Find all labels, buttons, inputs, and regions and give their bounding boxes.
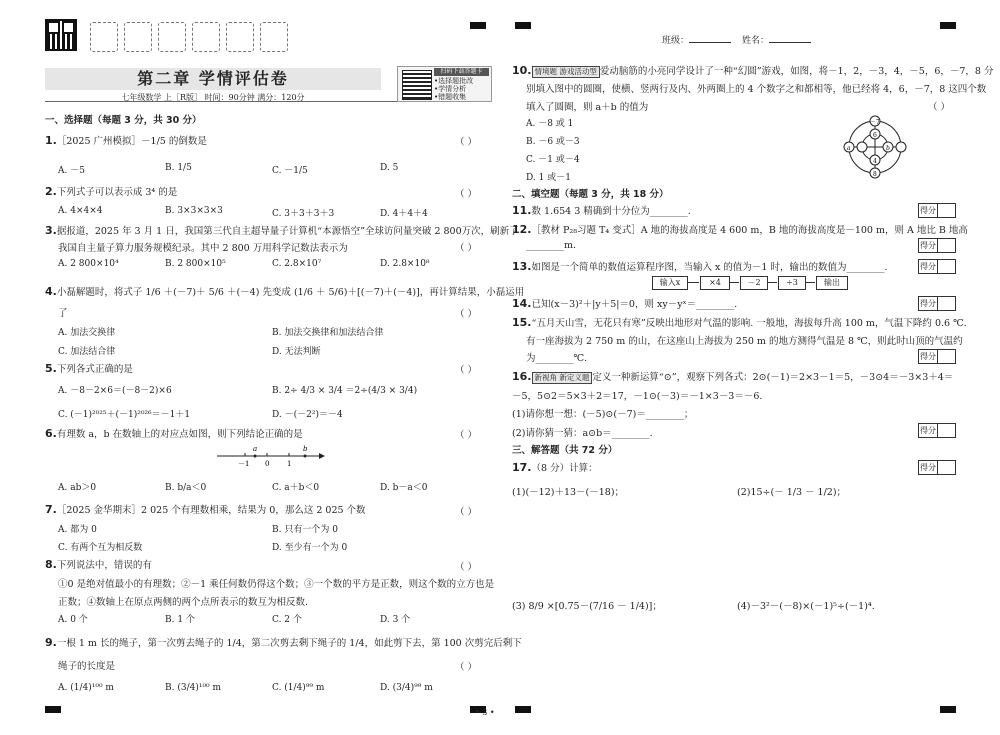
- question-8-statement: ①0 是绝对值最小的有理数；②－1 乘任何数仍得这个数；③一个数的平方是正数，则这个数的立方也是: [58, 579, 495, 590]
- question-9: 9.一根 1 m 长的绳子，第一次剪去绳子的 1/4，第二次剪去剩下绳子的 1/4，如此剪下去，第 100 次剪完后剩下: [45, 636, 522, 649]
- circle-label: a: [847, 145, 851, 152]
- number-line-diagram: [215, 442, 325, 468]
- option: C. 3＋3＋3＋3: [272, 209, 335, 219]
- score-box[interactable]: 得分: [918, 238, 956, 253]
- option: C. (1/4)⁹⁹ m: [272, 683, 325, 693]
- option: C. a＋b＜0: [272, 483, 320, 493]
- circle-label: b: [886, 145, 890, 152]
- calc-part-4: (4)－3²－(－8)×(－1)⁵÷(－1)⁴.: [737, 601, 875, 612]
- question-16-part2: (2)请你猜一猜：a⊙b＝________.: [512, 428, 653, 439]
- option: C. 2 个: [272, 615, 302, 625]
- circle-label: 4: [873, 158, 877, 165]
- option: B. －6 或－3: [526, 137, 580, 147]
- question-2: 2.下列式子可以表示成 3⁴ 的是: [45, 185, 178, 198]
- promo-item: •选择题批改: [434, 77, 474, 85]
- option: B. 2 800×10⁵: [165, 259, 226, 269]
- option: D. 5: [380, 163, 399, 173]
- option: D. 3 个: [380, 615, 411, 625]
- question-16: 16. 新视角 新定义题 定义一种新运算“⊙”，观察下列各式：2⊙(－1)＝2×3－1＝5，－3⊙4＝－3×3＋4＝: [512, 370, 954, 383]
- name-label: 姓名：: [742, 36, 770, 46]
- option: B. 只有一个为 0: [272, 525, 338, 535]
- answer-paren[interactable]: （ ）: [455, 243, 478, 254]
- qr-code-icon: [45, 19, 77, 51]
- question-14: 14.已知(x－3)²＋|y＋5|＝0，则 xy－yˣ＝________.: [512, 297, 738, 310]
- answer-box: [158, 22, 186, 52]
- answer-box: [192, 22, 220, 52]
- question-15-cont: 为________℃.: [526, 353, 588, 364]
- score-box[interactable]: 得分: [918, 296, 956, 311]
- option: B. 2÷ 4/3 × 3/4 ＝2÷(4/3 × 3/4): [272, 386, 418, 396]
- question-11: 11.数 1.654 3 精确到十分位为________.: [512, 204, 691, 217]
- question-8-statement: 正数；④数轴上在原点两侧的两个点所表示的数互为相反数.: [58, 597, 309, 608]
- score-box[interactable]: 得分: [918, 423, 956, 438]
- answer-paren[interactable]: （ ）: [455, 309, 478, 320]
- option: B. 加法交换律和加法结合律: [272, 328, 384, 338]
- flow-arrow: [687, 282, 699, 283]
- answer-paren[interactable]: （ ）: [455, 662, 478, 673]
- option: A. 都为 0: [58, 525, 97, 535]
- flow-step: ÷3: [778, 276, 806, 290]
- answer-paren[interactable]: （ ）: [455, 430, 478, 441]
- option: C. －1/5: [272, 166, 308, 176]
- class-field[interactable]: [662, 33, 731, 46]
- question-15: 15.“五月天山雪，无花只有寒”反映出地形对气温的影响. 一般地，海拔每升高 100 m，气温下降约 0.6 ℃.: [512, 316, 967, 329]
- page-number: • 3 •: [475, 708, 495, 717]
- question-16-cont: －5，5⊙2＝5×3＋2＝17，－1⊙(－3)＝－1×3－3＝－6.: [512, 391, 763, 402]
- question-4: 4.小磊解题时，将式子 1/6 ＋(－7)＋ 5/6 ＋(－4) 先变成 (1/6 ＋ 5/6)＋[(－7)＋(－4)]，再计算结果，小磊运用: [45, 285, 525, 298]
- option: A. 2 800×10⁴: [58, 259, 119, 269]
- option: D. 无法判断: [272, 347, 321, 357]
- section-heading: 二、填空题（每题 3 分，共 18 分）: [512, 189, 669, 200]
- answer-paren[interactable]: （ ）: [455, 189, 478, 200]
- question-10: 10. 情境题 游戏活动型 爱动脑筋的小亮同学设计了一种“幻圆”游戏，如图，将－1，2，－3，4，－5，6，－7，8 分: [512, 64, 994, 77]
- name-field[interactable]: [742, 33, 811, 46]
- question-tag: 情境题 游戏活动型: [532, 66, 600, 78]
- option: D. 1 或－1: [526, 173, 571, 183]
- circle-label: 6: [873, 132, 877, 139]
- download-promo[interactable]: [397, 66, 492, 102]
- point-b-label: b: [303, 445, 308, 453]
- tick-label: －1: [238, 460, 250, 468]
- option: D. 4＋4＋4: [380, 209, 428, 219]
- qr-code-icon: [402, 70, 432, 100]
- promo-item: •学情分析: [434, 85, 467, 93]
- flow-step: ×4: [700, 276, 730, 290]
- question-10-cont: 填入了圆圈，则 a＋b 的值为: [526, 102, 649, 113]
- circle-label: －7: [870, 119, 880, 126]
- answer-box: [124, 22, 152, 52]
- answer-paren[interactable]: （ ）: [455, 137, 478, 148]
- answer-paren[interactable]: （ ）: [928, 102, 951, 113]
- crop-mark: [470, 22, 486, 29]
- answer-paren[interactable]: （ ）: [455, 562, 478, 573]
- question-12: 12.［教材 P₂₈习题 T₄ 变式］A 地的海拔高度是 4 600 m，B 地的海拔高度是－100 m，则 A 地比 B 地高: [512, 223, 968, 236]
- option: D. b－a＜0: [380, 483, 428, 493]
- question-1: 1.［2025 广州模拟］－1/5 的倒数是: [45, 134, 207, 147]
- question-4-cont: 了: [58, 308, 68, 319]
- calc-part-2: (2)15÷(－ 1/3 － 1/2)；: [737, 487, 847, 498]
- exam-subtitle: 七年级数学 上［R版］ 时间：90分钟 满分：120分: [121, 93, 305, 102]
- option: B. 3×3×3×3: [165, 206, 223, 216]
- option: C. 有两个互为相反数: [58, 543, 143, 553]
- answer-paren[interactable]: （ ）: [455, 507, 478, 518]
- question-7: 7.［2025 金华期末］2 025 个有理数相乘，结果为 0，那么这 2 025 个数: [45, 503, 366, 516]
- page-title: 第二章 学情评估卷: [137, 69, 289, 88]
- option: A. (1/4)¹⁰⁰ m: [58, 683, 114, 693]
- option: C. 2.8×10⁷: [272, 259, 322, 269]
- option: D. 2.8×10⁸: [380, 259, 430, 269]
- calc-part-3: (3) 8/9 ×[0.75－(7/16 － 1/4)]；: [512, 601, 662, 612]
- option: A. －8 或 1: [526, 119, 574, 129]
- promo-item: •错题收集: [434, 93, 467, 101]
- score-box[interactable]: 得分: [918, 203, 956, 218]
- option: D. －(－2²)＝－4: [272, 410, 343, 420]
- tick-label: 0: [265, 460, 270, 468]
- class-label: 班级：: [662, 36, 690, 46]
- question-13: 13.如图是一个简单的数值运算程序图，当输入 x 的值为－1 时，输出的数值为________.: [512, 260, 888, 273]
- promo-title: 扫码下载答题卡: [434, 68, 489, 76]
- answer-paren[interactable]: （ ）: [455, 365, 478, 376]
- section-heading: 三、解答题（共 72 分）: [512, 445, 618, 456]
- crop-mark: [940, 706, 956, 713]
- score-box[interactable]: 得分: [918, 349, 956, 364]
- answer-box: [260, 22, 288, 52]
- question-tag: 新视角 新定义题: [532, 372, 593, 384]
- question-5: 5.下列各式正确的是: [45, 362, 133, 375]
- question-6: 6.有理数 a，b 在数轴上的对应点如图，则下列结论正确的是: [45, 427, 303, 440]
- flow-input: 输入x: [652, 276, 688, 290]
- crop-mark: [940, 22, 956, 29]
- flow-output: 输出: [816, 276, 848, 290]
- flow-arrow: [805, 282, 815, 283]
- question-3-cont: 我国自主量子算力服务规模纪录。其中 2 800 万用科学记数法表示为: [58, 243, 348, 254]
- question-10-cont: 别填入图中的圆圈，使横、竖两行及内、外两圈上的 4 个数字之和都相等，他已经将 4，6，－7，8 这四个数: [526, 84, 987, 95]
- circle-label: 8: [873, 171, 877, 178]
- question-9-cont: 绳子的长度是: [58, 661, 116, 672]
- flow-step: －2: [740, 276, 768, 290]
- answer-box: [90, 22, 118, 52]
- magic-circle-diagram: [842, 112, 912, 182]
- flow-arrow: [729, 282, 739, 283]
- option: D. 至少有一个为 0: [272, 543, 348, 553]
- question-3: 3.据报道，2025 年 3 月 1 日，我国第三代自主超导量子计算机“本源悟空”全球访问量突破 2 800万次，刷新了: [45, 224, 519, 237]
- tick-label: 1: [287, 460, 292, 468]
- option: C. (－1)²⁰²⁵＋(－1)²⁰²⁶＝－1＋1: [58, 410, 191, 420]
- option: B. b/a＜0: [165, 483, 207, 493]
- crop-mark: [515, 22, 531, 29]
- question-12-cont: ________m.: [526, 240, 577, 251]
- option: B. (3/4)¹⁰⁰ m: [165, 683, 222, 693]
- section-heading: 一、选择题（每题 3 分，共 30 分）: [45, 115, 202, 126]
- option: A. 4×4×4: [58, 206, 103, 216]
- option: A. ab＞0: [58, 483, 97, 493]
- answer-box: [226, 22, 254, 52]
- option: C. 加法结合律: [58, 347, 116, 357]
- option: B. 1 个: [165, 615, 195, 625]
- option: A. 0 个: [58, 615, 88, 625]
- score-box[interactable]: 得分: [918, 259, 956, 274]
- flow-arrow: [767, 282, 777, 283]
- option: A. 加法交换律: [58, 328, 116, 338]
- option: A. －8－2×6＝(－8－2)×6: [58, 386, 172, 396]
- question-16-part1: (1)请你想一想：(－5)⊙(－7)＝________；: [512, 409, 694, 420]
- option: A. －5: [58, 166, 85, 176]
- option: D. (3/4)⁹⁹ m: [380, 683, 433, 693]
- crop-mark: [515, 706, 531, 713]
- calc-part-1: (1)(－12)＋13－(－18)；: [512, 487, 625, 498]
- question-8: 8.下列说法中，错误的有: [45, 558, 152, 571]
- score-box[interactable]: 得分: [918, 460, 956, 475]
- question-15-cont: 有一座海拔为 2 750 m 的山，在这座山上海拔为 250 m 的地方测得气温是 8 ℃，则此时山顶的气温约: [526, 336, 963, 347]
- option: B. 1/5: [165, 163, 192, 173]
- question-17: 17.（8 分）计算：: [512, 461, 598, 474]
- crop-mark: [45, 706, 61, 713]
- point-a-label: a: [253, 445, 258, 453]
- option: C. －1 或－4: [526, 155, 580, 165]
